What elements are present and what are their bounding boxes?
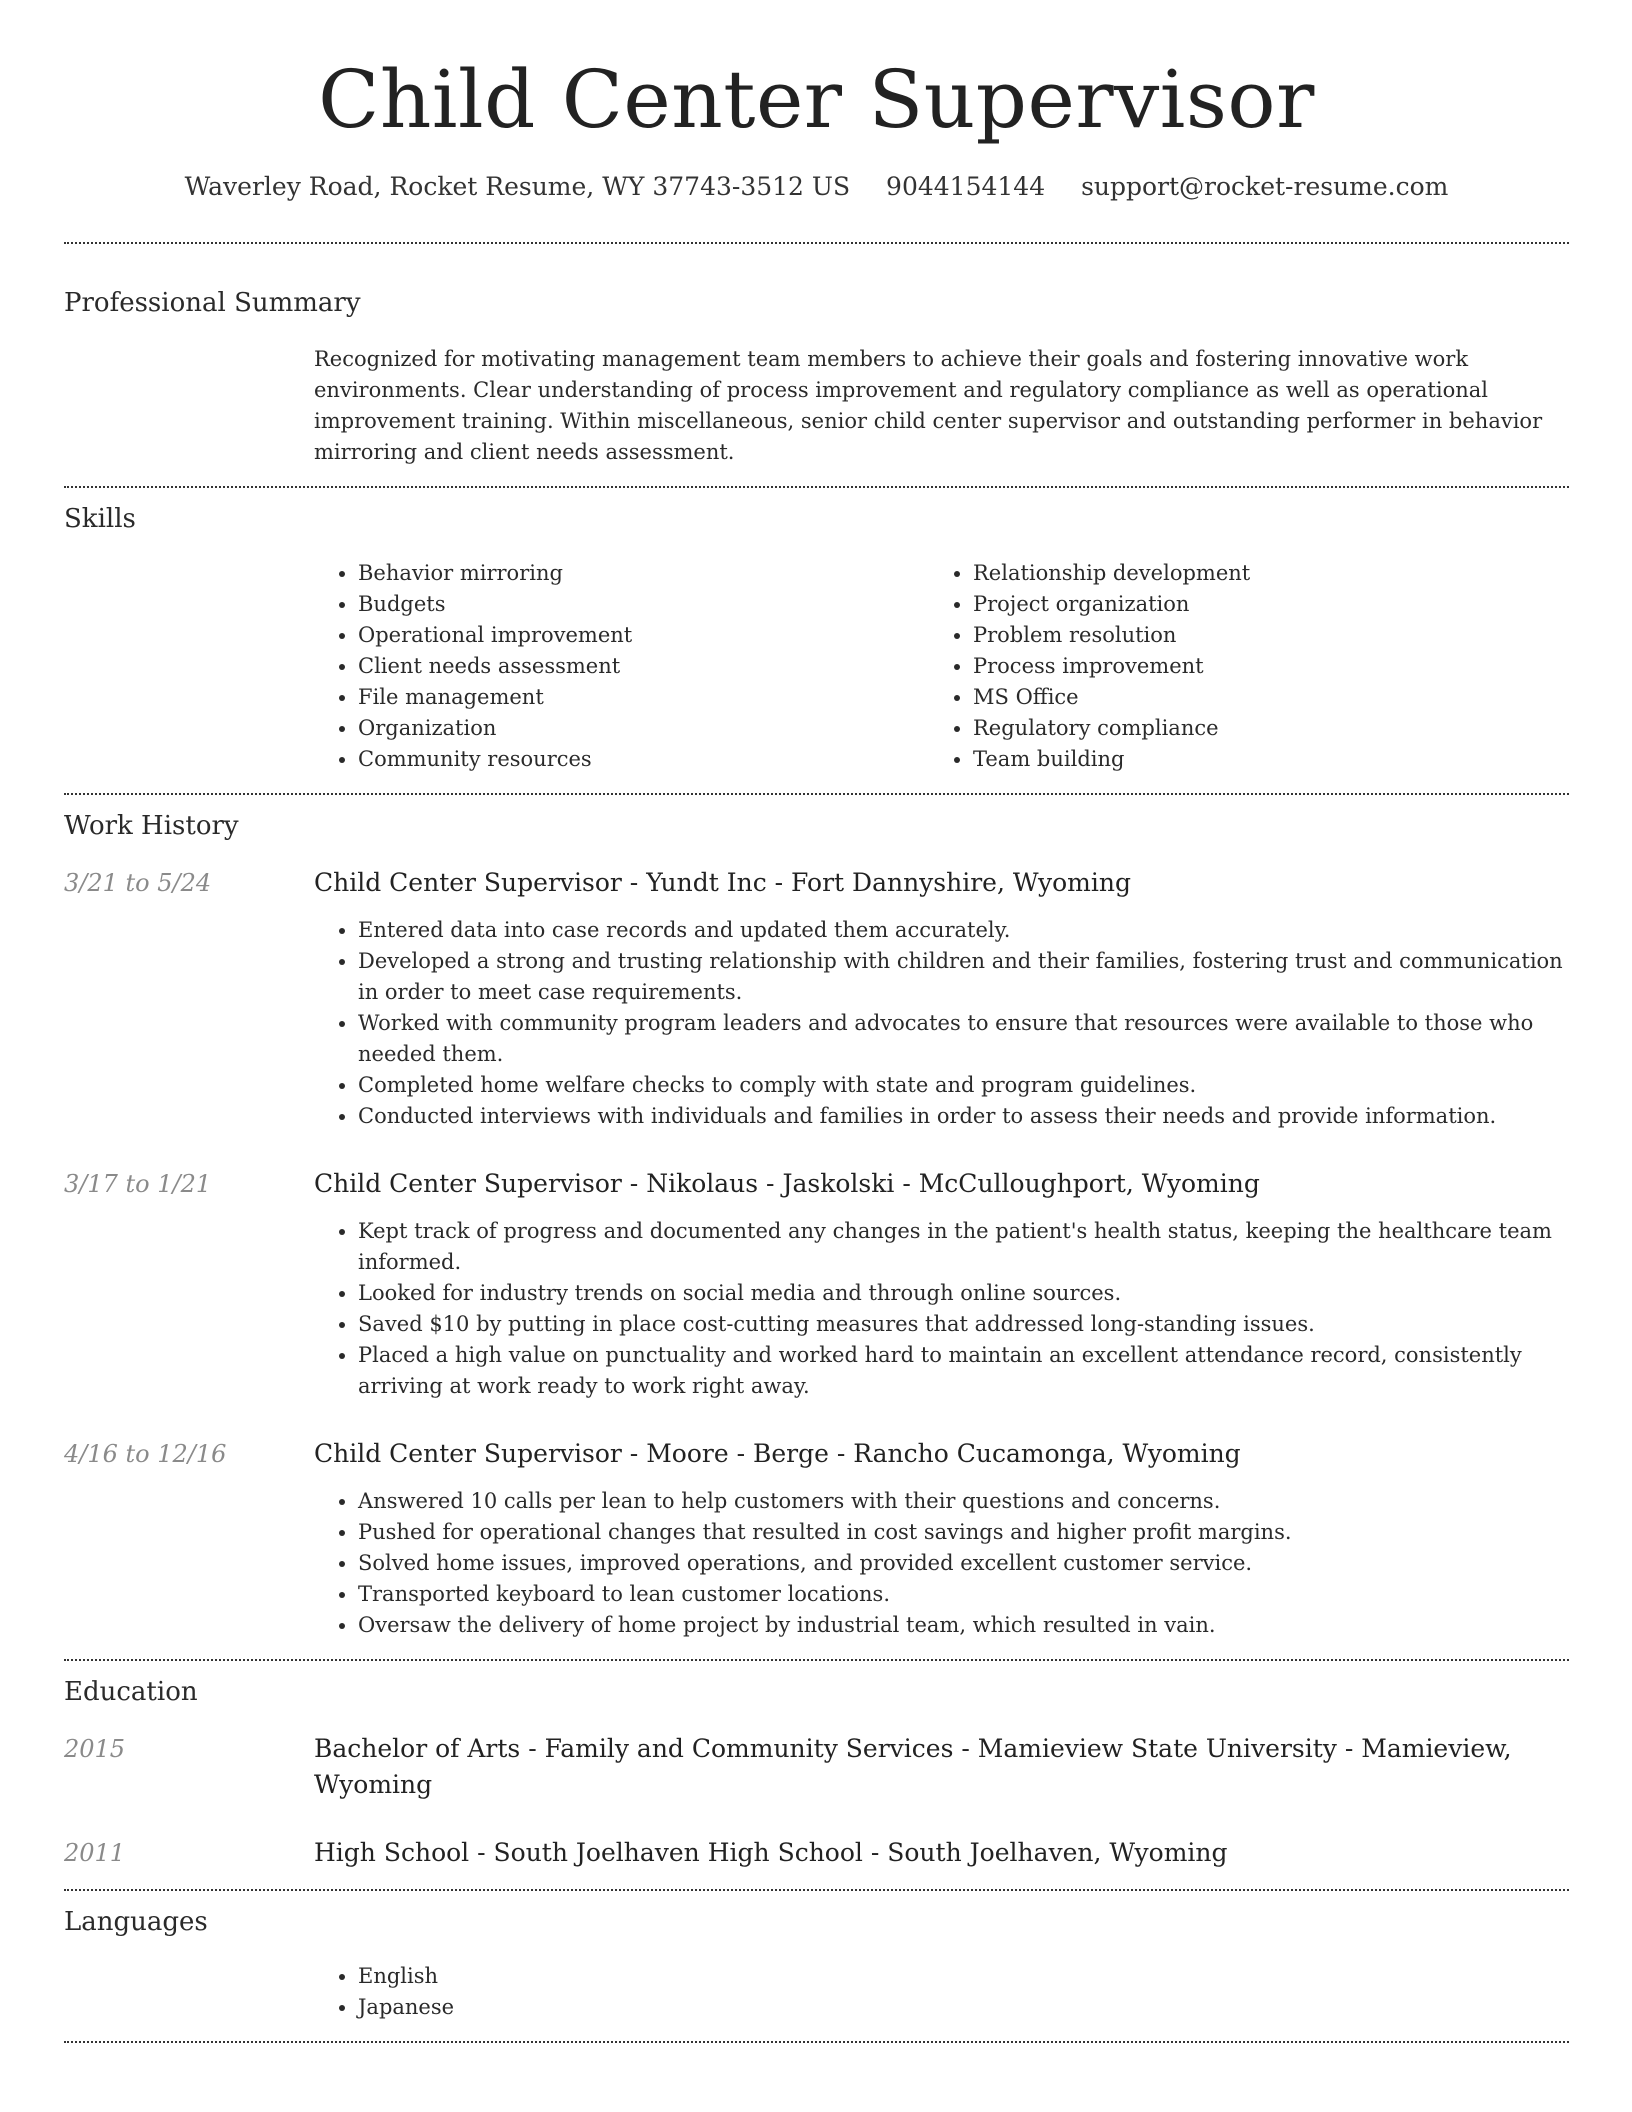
work-title: Child Center Supervisor - Moore - Berge - Rancho Cucamonga, Wyoming (314, 1439, 1241, 1468)
languages-divider (64, 2041, 1569, 2043)
skills-column-right (929, 558, 1544, 775)
work-bullet: • Developed a strong and trusting relationship with children and their families, fostering trust and communication in order to meet case requirements. (358, 946, 1568, 1008)
header-divider (64, 242, 1569, 244)
work-bullet: • Answered 10 calls per lean to help customers with their questions and concerns. (358, 1486, 1568, 1517)
languages-heading: Languages (64, 1907, 208, 1937)
skill-item: • Problem resolution (973, 620, 1544, 651)
resume-header (64, 0, 1569, 204)
work-entry (64, 1436, 1569, 1641)
contact-email: support@rocket-resume.com (1081, 172, 1449, 201)
skill-item: • Team building (973, 744, 1544, 775)
candidate-name: Child Center Supervisor (318, 53, 1315, 146)
skills-heading: Skills (64, 504, 136, 534)
skill-item: • Process improvement (973, 651, 1544, 682)
work-date: 4/16 to 12/16 (64, 1440, 227, 1468)
skill-item: • Relationship development (973, 558, 1544, 589)
work-bullet: • Conducted interviews with individuals and families in order to assess their needs and provide information. (358, 1101, 1568, 1132)
contact-phone: 9044154144 (886, 172, 1046, 201)
language-item: • English (358, 1961, 1569, 1992)
skill-item: • Regulatory compliance (973, 713, 1544, 744)
work-body (314, 1436, 1569, 1641)
work-bullet: • Kept track of progress and documented any changes in the patient's health status, keeping the healthcare team informed. (358, 1216, 1568, 1278)
education-date: 2011 (64, 1839, 126, 1867)
summary-divider (64, 486, 1569, 488)
work-bullets (314, 1486, 1568, 1641)
language-item: • Japanese (358, 1992, 1569, 2023)
work-bullet: • Worked with community program leaders and advocates to ensure that resources were available to those who needed them. (358, 1008, 1568, 1070)
skill-item: • Community resources (358, 744, 929, 775)
summary-text: Recognized for motivating management team members to achieve their goals and fostering innovative work environments. Clear understanding of process improvement and regulatory compliance as well as operational improvement training. Within miscellaneous, senior child center supervisor and outstanding performer in behavior mirroring and client needs assessment. (314, 347, 1543, 464)
contact-line (64, 170, 1569, 204)
education-body (314, 1731, 1569, 1803)
work-title: Child Center Supervisor - Nikolaus - Jaskolski - McCulloughport, Wyoming (314, 1169, 1260, 1198)
skill-item: • Client needs assessment (358, 651, 929, 682)
skills-list (314, 558, 1554, 775)
education-divider (64, 1889, 1569, 1891)
skill-item: • Organization (358, 713, 929, 744)
work-bullets (314, 915, 1568, 1132)
work-date: 3/17 to 1/21 (64, 1170, 212, 1198)
work-bullet: • Oversaw the delivery of home project by industrial team, which resulted in vain. (358, 1610, 1568, 1641)
skill-item: • Budgets (358, 589, 929, 620)
education-body (314, 1835, 1569, 1871)
skills-divider (64, 793, 1569, 795)
work-entry (64, 1166, 1569, 1402)
work-bullets (314, 1216, 1568, 1402)
work-bullet: • Placed a high value on punctuality and worked hard to maintain an excellent attendance record, consistently arriving at work ready to work right away. (358, 1340, 1568, 1402)
education-title: Bachelor of Arts - Family and Community Services - Mamieview State University - Mamieview, Wyoming (314, 1734, 1512, 1799)
work-bullet: • Looked for industry trends on social media and through online sources. (358, 1278, 1568, 1309)
education-date: 2015 (64, 1735, 126, 1763)
work-heading: Work History (64, 811, 239, 841)
education-title: High School - South Joelhaven High School - South Joelhaven, Wyoming (314, 1838, 1228, 1867)
work-bullet: • Solved home issues, improved operations, and provided excellent customer service. (358, 1548, 1568, 1579)
contact-address: Waverley Road, Rocket Resume, WY 37743-3512 US (184, 172, 851, 201)
education-entry (64, 1835, 1569, 1871)
education-heading: Education (64, 1677, 198, 1707)
skill-item: • Project organization (973, 589, 1544, 620)
skills-column-left (314, 558, 929, 775)
work-bullet: • Pushed for operational changes that resulted in cost savings and higher profit margins. (358, 1517, 1568, 1548)
work-divider (64, 1659, 1569, 1661)
work-bullet: • Completed home welfare checks to comply with state and program guidelines. (358, 1070, 1568, 1101)
skill-item: • File management (358, 682, 929, 713)
skill-item: • Behavior mirroring (358, 558, 929, 589)
work-bullet: • Saved $10 by putting in place cost-cutting measures that addressed long-standing issues. (358, 1309, 1568, 1340)
summary-heading: Professional Summary (64, 288, 361, 318)
work-body (314, 1166, 1569, 1402)
work-title: Child Center Supervisor - Yundt Inc - Fort Dannyshire, Wyoming (314, 868, 1131, 897)
work-date: 3/21 to 5/24 (64, 869, 212, 897)
education-entry (64, 1731, 1569, 1803)
resume-page (64, 0, 1569, 2043)
work-bullet: • Transported keyboard to lean customer locations. (358, 1579, 1568, 1610)
work-body (314, 865, 1569, 1132)
skill-item: • Operational improvement (358, 620, 929, 651)
languages-list (314, 1961, 1569, 2023)
work-entry (64, 865, 1569, 1132)
skill-item: • MS Office (973, 682, 1544, 713)
work-bullet: • Entered data into case records and updated them accurately. (358, 915, 1568, 946)
